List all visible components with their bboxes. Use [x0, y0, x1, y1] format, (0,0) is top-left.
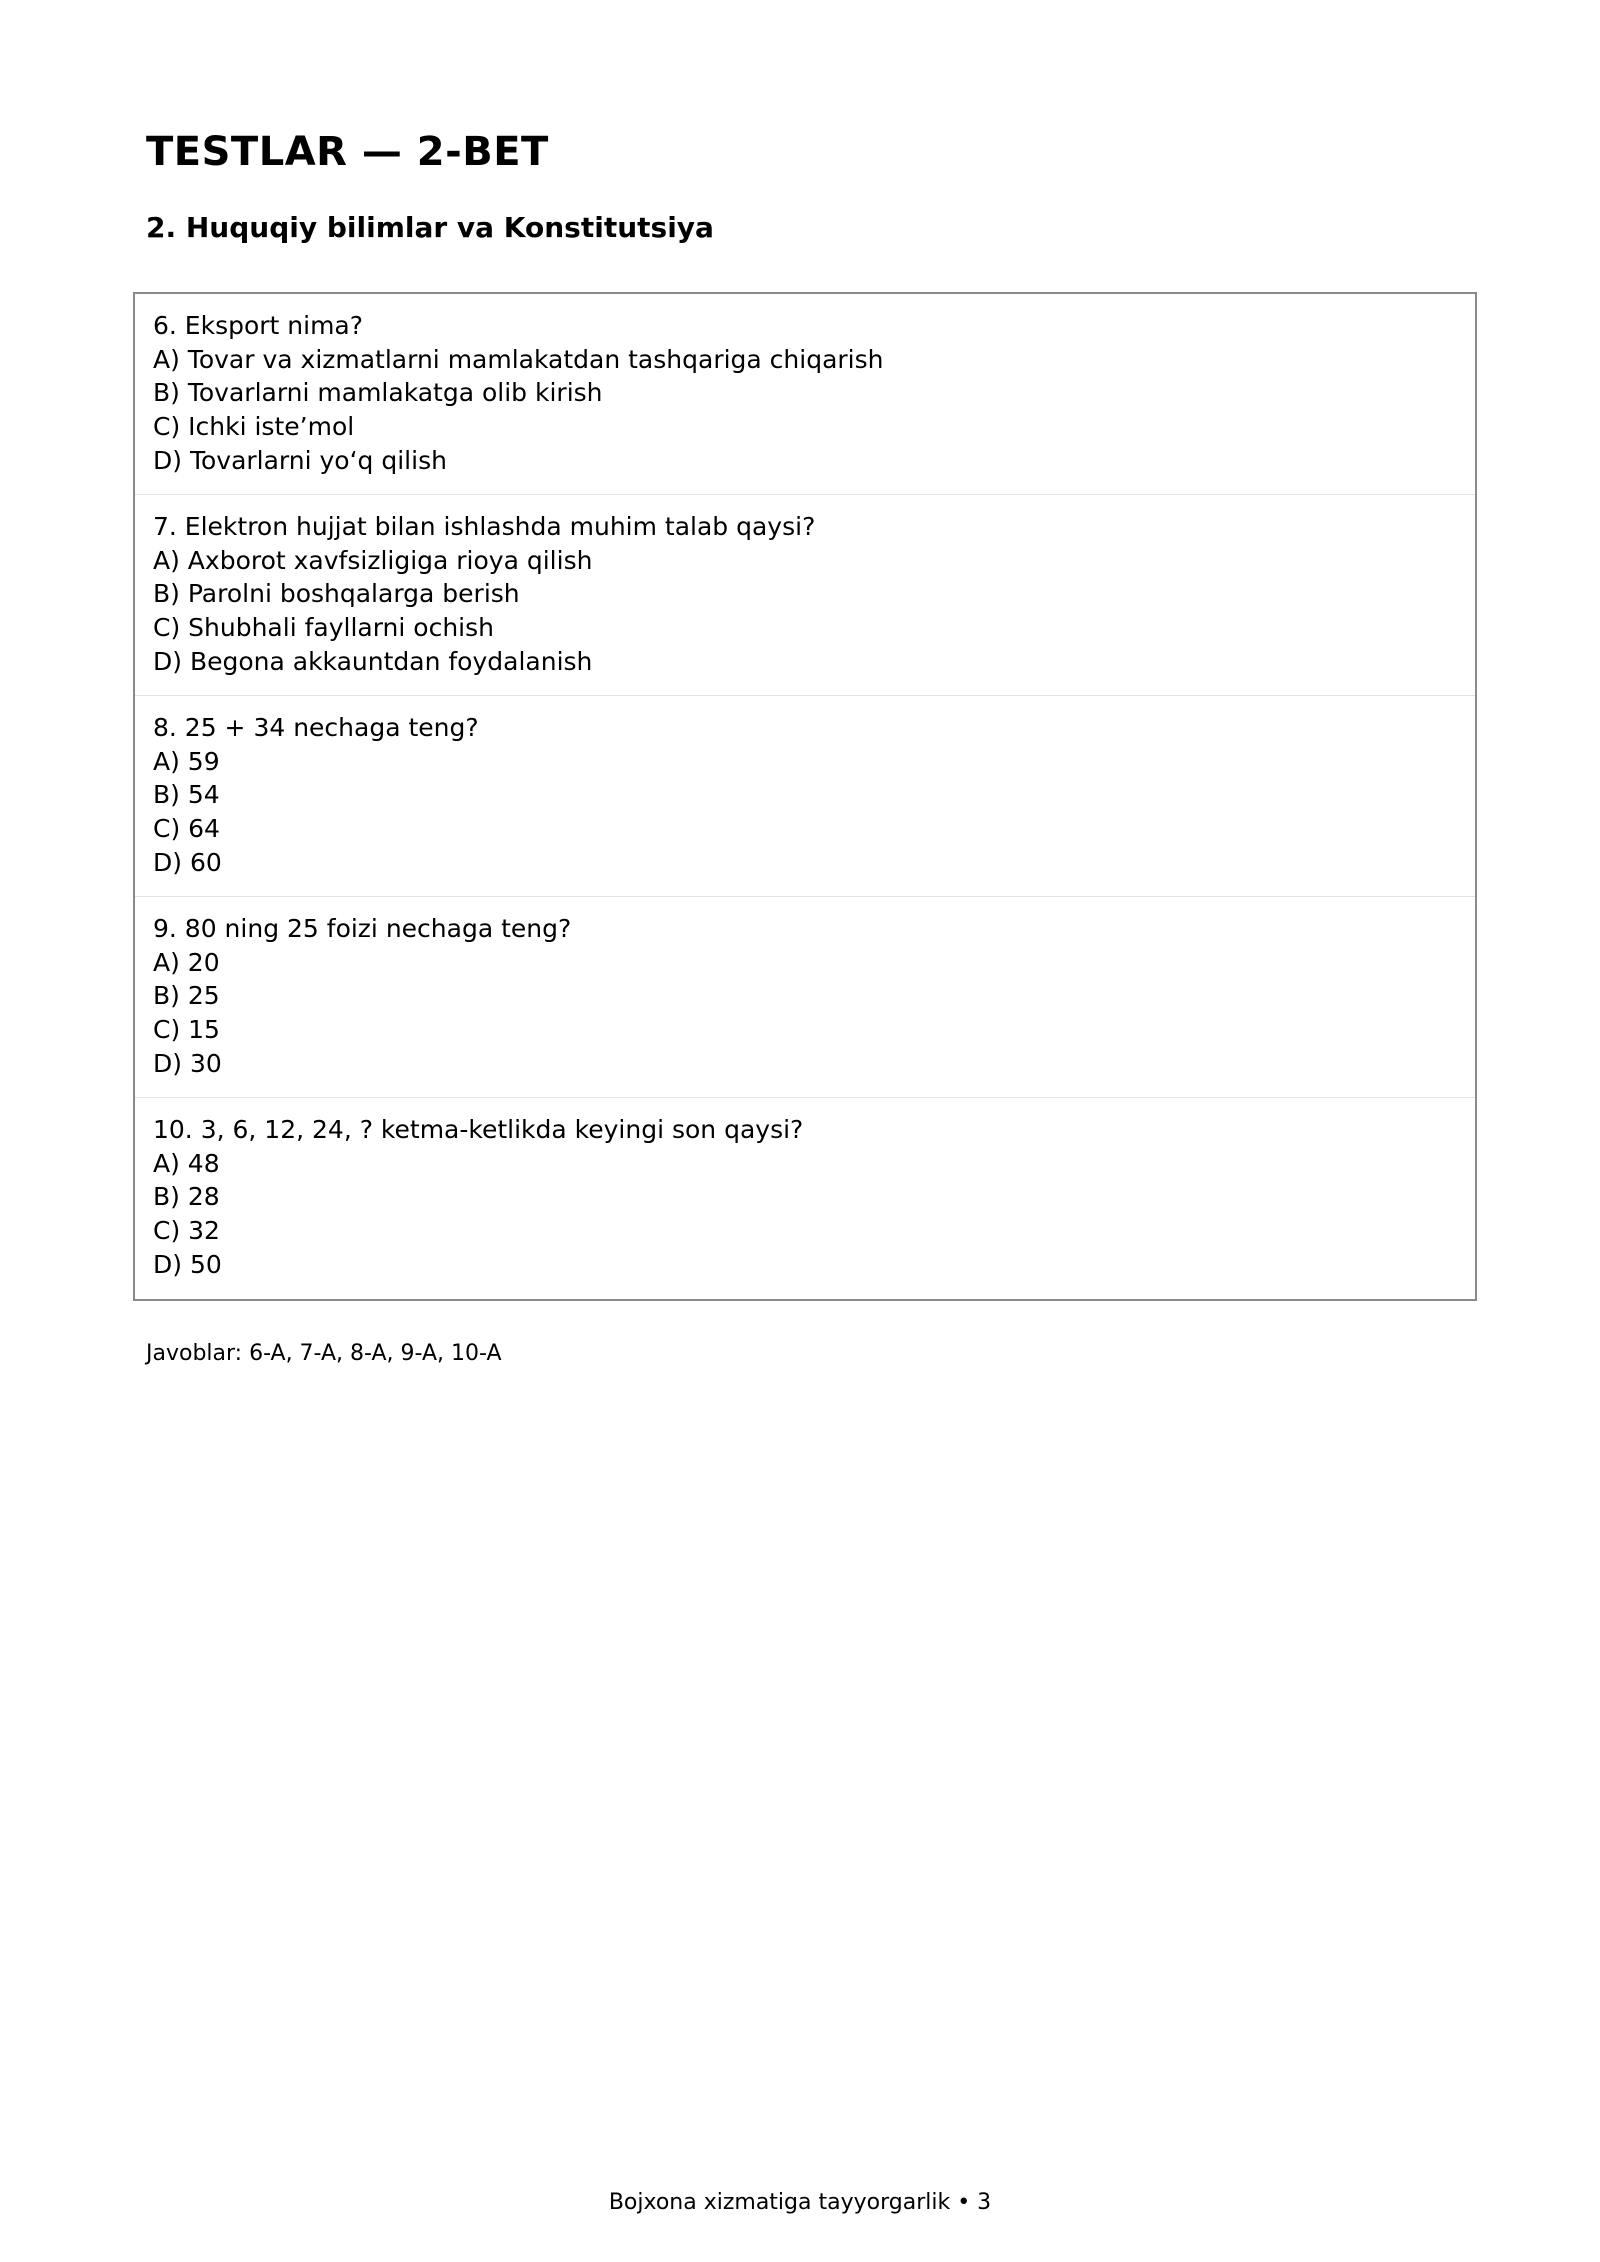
- answer-key: Javoblar: 6-A, 7-A, 8-A, 9-A, 10-A: [146, 1341, 502, 1366]
- option-d: D) 30: [153, 1048, 222, 1078]
- option-c: C) 15: [153, 1015, 220, 1045]
- option-b: B) 54: [153, 780, 220, 810]
- question-block-10: [135, 1098, 1475, 1299]
- option-c: C) 64: [153, 814, 220, 844]
- question-text: 8. 25 + 34 nechaga teng?: [153, 713, 479, 742]
- question-text: 9. 80 ning 25 foizi nechaga teng?: [153, 914, 572, 943]
- question-block-8: [135, 696, 1475, 897]
- option-d: D) Begona akkauntdan foydalanish: [153, 646, 593, 676]
- question-block-7: [135, 495, 1475, 696]
- option-c: C) Ichki iste’mol: [153, 412, 355, 442]
- question-text: 7. Elektron hujjat bilan ishlashda muhim talab qaysi?: [153, 512, 816, 541]
- page-title: TESTLAR — 2-BET: [146, 129, 549, 175]
- option-a: A) Tovar va xizmatlarni mamlakatdan tashqariga chiqarish: [153, 344, 884, 374]
- option-a: A) 20: [153, 947, 220, 977]
- option-b: B) 28: [153, 1182, 220, 1212]
- page-footer: Bojxona xizmatiga tayyorgarlik • 3: [608, 2190, 992, 2215]
- option-a: A) 48: [153, 1148, 220, 1178]
- option-d: D) 60: [153, 847, 222, 877]
- option-c: C) Shubhali fayllarni ochish: [153, 613, 494, 643]
- option-b: B) 25: [153, 981, 220, 1011]
- questions-box: [133, 292, 1477, 1301]
- question-block-6: [135, 294, 1475, 495]
- option-a: A) Axborot xavfsizligiga rioya qilish: [153, 545, 593, 575]
- question-block-9: [135, 897, 1475, 1098]
- option-a: A) 59: [153, 746, 220, 776]
- option-d: D) 50: [153, 1249, 222, 1279]
- question-text: 6. Eksport nima?: [153, 311, 364, 340]
- section-title: 2. Huquqiy bilimlar va Konstitutsiya: [146, 211, 714, 244]
- option-d: D) Tovarlarni yoʻq qilish: [153, 445, 447, 475]
- option-c: C) 32: [153, 1216, 220, 1246]
- question-text: 10. 3, 6, 12, 24, ? ketma-ketlikda keyingi son qaysi?: [153, 1115, 804, 1144]
- option-b: B) Tovarlarni mamlakatga olib kirish: [153, 378, 603, 408]
- option-b: B) Parolni boshqalarga berish: [153, 579, 520, 609]
